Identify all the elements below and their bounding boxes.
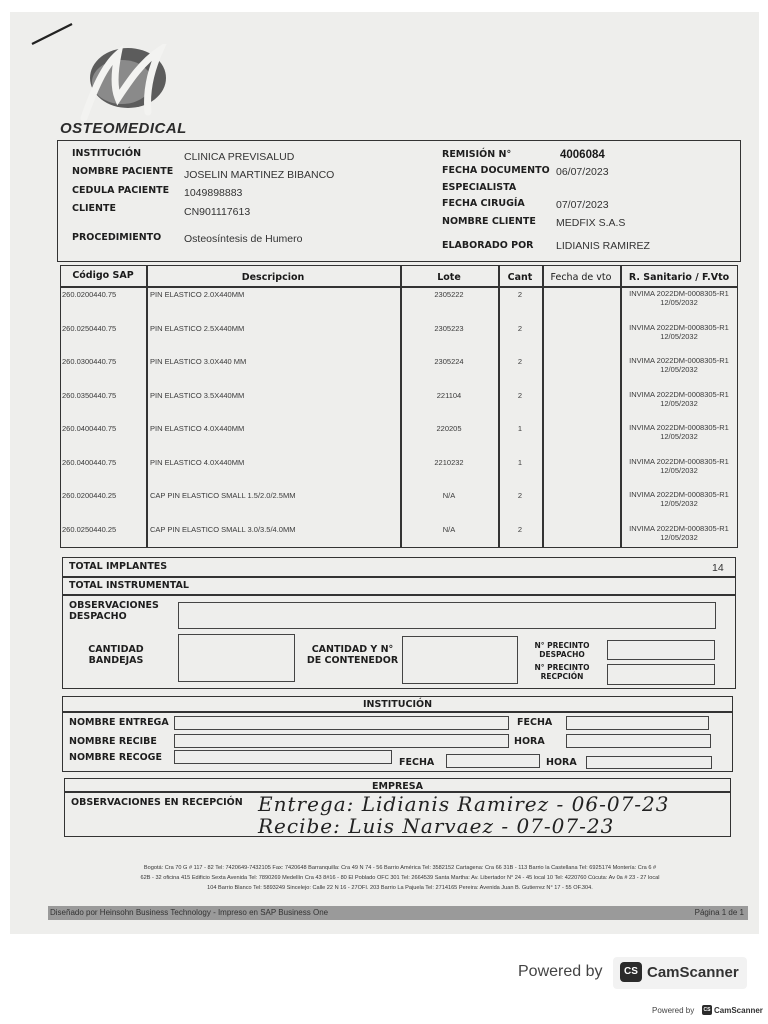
institucion-section-title: INSTITUCIÓN <box>362 699 433 710</box>
cedula-label: CEDULA PACIENTE <box>72 185 170 196</box>
table-cell-lote: 221104 <box>436 390 462 400</box>
total-implantes-label: TOTAL IMPLANTES <box>69 561 168 572</box>
table-cell-lote: 2305223 <box>434 323 464 333</box>
observaciones-despacho-field[interactable] <box>178 602 716 629</box>
footer-address-line: Bogotá: Cra 70 G # 117 - 82 Tel: 7420649-7432105 Fax: 7420648 Barranquilla: Cra 49 N 74 - 56 Barrio América Tel: 3582152 Cartagena: Cra 66 31B - 113 Barrio la Castellana Tel: 6925174 Montería: Cra 6 # <box>143 865 657 871</box>
cedula-value: 1049898883 <box>184 187 243 199</box>
institucion-value: CLINICA PREVISALUD <box>184 151 295 163</box>
col-divider <box>146 265 148 548</box>
cantidad-contenedor-field[interactable] <box>402 636 518 684</box>
col-divider <box>542 265 544 548</box>
table-cell-sap: 260.0400440.75 <box>62 424 117 433</box>
nombre-recoge-label: NOMBRE RECOGE <box>69 752 162 763</box>
table-cell-cant: 1 <box>517 424 523 433</box>
table-cell-registro: INVIMA 2022DM-0008305-R1 <box>629 389 729 399</box>
table-cell-cant: 2 <box>517 323 523 333</box>
table-cell-registro: INVIMA 2022DM-0008305-R1 <box>629 523 729 533</box>
column-header: Cant <box>507 272 533 283</box>
hora-recoge-label: HORA <box>546 757 577 768</box>
table-cell-cant: 1 <box>517 457 523 467</box>
nombre-entrega-label: NOMBRE ENTREGA <box>69 717 169 728</box>
cantidad-bandejas-field[interactable] <box>178 634 295 682</box>
fecha-cirugia-label: FECHA CIRUGÍA <box>442 198 525 209</box>
precinto-despacho-label: N° PRECINTO <box>534 641 590 650</box>
column-header: R. Sanitario / F.Vto <box>628 272 730 283</box>
powered-by-small: Powered by <box>652 1006 695 1015</box>
procedimiento-label: PROCEDIMIENTO <box>72 232 162 243</box>
table-cell-registro: INVIMA 2022DM-0008305-R1 <box>629 356 729 365</box>
table-cell-registro: INVIMA 2022DM-0008305-R1 <box>629 322 729 332</box>
powered-by-text: Powered by <box>518 963 603 980</box>
handwritten-entrega: Entrega: Lidianis Ramirez - 06-07-23 <box>258 792 670 816</box>
nombre-recoge-field[interactable] <box>174 750 392 764</box>
nombre-recibe-field[interactable] <box>174 734 509 748</box>
cliente-value: CN901117613 <box>184 206 251 218</box>
hora-recibe-label: HORA <box>514 736 545 747</box>
table-cell-registro-date: 12/05/2032 <box>660 331 698 341</box>
camscanner-brand: CamScanner <box>647 964 739 981</box>
table-cell-cant: 2 <box>517 357 523 366</box>
footer-address-line: 104 Barrio Blanco Tel: 5893249 Sincelejo: Calle 22 N 16 - 27OFI. 203 Barrio La Pajuela Tel: 2714165 Pereira: Avenida Juan B. Gutierrez N° 17 - 55 OF.304. <box>207 885 593 891</box>
table-cell-cant: 2 <box>517 290 523 299</box>
table-cell-lote: 220205 <box>436 424 462 433</box>
table-cell-sap: 260.0350440.75 <box>62 390 117 400</box>
table-cell-registro-date: 12/05/2032 <box>660 499 698 508</box>
table-cell-desc: PIN ELASTICO 2.5X440MM <box>150 323 245 333</box>
table-cell-sap: 260.0250440.25 <box>62 524 117 534</box>
col-divider <box>498 265 500 548</box>
table-cell-lote: 2305222 <box>434 290 464 299</box>
cantidad-contenedor-label: CANTIDAD Y N° <box>311 644 394 655</box>
obs-despacho-label-2: DESPACHO <box>69 611 127 622</box>
remision-label: REMISIÓN N° <box>442 149 512 160</box>
hora-recoge-field[interactable] <box>586 756 712 769</box>
designed-by-text: Diseñado por Heinsohn Business Technology - Impreso en SAP Business One <box>50 908 329 917</box>
precinto-recepcion-label: N° PRECINTO <box>534 663 590 672</box>
especialista-label: ESPECIALISTA <box>442 182 517 193</box>
table-cell-registro-date: 12/05/2032 <box>660 298 698 307</box>
table-cell-registro-date: 12/05/2032 <box>660 465 698 475</box>
divider <box>62 594 736 596</box>
table-cell-sap: 260.0400440.75 <box>62 457 117 467</box>
observaciones-recepcion-label: OBSERVACIONES EN RECEPCIÓN <box>71 797 243 808</box>
table-header-divider <box>60 286 738 288</box>
camscanner-small-brand: CamScanner <box>714 1006 763 1015</box>
elaborado-value: LIDIANIS RAMIREZ <box>556 240 650 252</box>
table-cell-desc: PIN ELASTICO 3.5X440MM <box>150 390 245 400</box>
divider <box>62 576 736 578</box>
nombre-recibe-label: NOMBRE RECIBE <box>69 736 157 747</box>
fecha-entrega-label: FECHA <box>517 717 553 728</box>
table-cell-registro: INVIMA 2022DM-0008305-R1 <box>629 490 729 499</box>
table-cell-desc: PIN ELASTICO 3.0X440 MM <box>150 357 247 366</box>
table-cell-registro: INVIMA 2022DM-0008305-R1 <box>629 456 729 466</box>
table-cell-registro-date: 12/05/2032 <box>660 365 698 374</box>
nombre-cliente-label: NOMBRE CLIENTE <box>442 216 536 227</box>
cantidad-contenedor-label-2: DE CONTENEDOR <box>306 655 399 666</box>
precinto-despacho-field[interactable] <box>607 640 715 660</box>
nombre-entrega-field[interactable] <box>174 716 509 730</box>
table-cell-registro-date: 12/05/2032 <box>660 532 698 542</box>
paciente-label: NOMBRE PACIENTE <box>72 166 174 177</box>
col-divider <box>400 265 402 548</box>
page-number: Página 1 de 1 <box>694 908 744 917</box>
elaborado-label: ELABORADO POR <box>442 240 534 251</box>
table-cell-registro-date: 12/05/2032 <box>660 432 698 441</box>
column-header: Lote <box>437 272 461 283</box>
total-implantes-value: 14 <box>712 562 724 574</box>
table-cell-lote: N/A <box>442 491 456 500</box>
table-cell-registro-date: 12/05/2032 <box>660 398 698 408</box>
camscanner-logo-icon: CS <box>620 962 642 982</box>
remision-value: 4006084 <box>560 149 605 161</box>
footer-address-line: 62B - 32 oficina 415 Edificio Sexta Avenida Tel: 7890269 Medellín Cra 43 8#16 - 80 El Poblado OFC 301 Tel: 2664539 Santa Martha: Av. Libertador N° 24 - 45 local 10 Tel: 4220760 Cúcuta: Av 0a # 23 - 27 local <box>140 875 660 881</box>
hora-recibe-field[interactable] <box>566 734 711 748</box>
table-cell-sap: 260.0200440.25 <box>62 491 117 500</box>
cliente-label: CLIENTE <box>72 203 116 214</box>
institucion-label: INSTITUCIÓN <box>72 148 142 159</box>
fecha-recoge-field[interactable] <box>446 754 540 768</box>
paciente-value: JOSELIN MARTINEZ BIBANCO <box>184 169 335 181</box>
fecha-documento-value: 06/07/2023 <box>556 166 609 178</box>
column-header: Código SAP <box>72 270 134 281</box>
empresa-section-title: EMPRESA <box>372 781 423 792</box>
table-cell-cant: 2 <box>517 491 523 500</box>
table-cell-desc: PIN ELASTICO 4.0X440MM <box>150 457 245 467</box>
precinto-despacho-label-2: DESPACHO <box>539 650 585 659</box>
handwritten-recibe: Recibe: Luis Narvaez - 07-07-23 <box>258 814 615 838</box>
system-footer-strip <box>48 906 748 920</box>
brand-name: OSTEOMEDICAL <box>60 120 187 137</box>
fecha-recoge-label: FECHA <box>399 757 435 768</box>
fecha-entrega-field[interactable] <box>566 716 709 730</box>
table-cell-desc: PIN ELASTICO 2.0X440MM <box>150 290 245 299</box>
nombre-cliente-value: MEDFIX S.A.S <box>556 217 626 229</box>
precinto-recepcion-label-2: RECPCIÓN <box>540 672 584 681</box>
obs-despacho-label: OBSERVACIONES <box>69 600 159 611</box>
table-cell-desc: CAP PIN ELASTICO SMALL 1.5/2.0/2.5MM <box>150 491 296 500</box>
cantidad-bandejas-label-2: BANDEJAS <box>88 655 144 666</box>
table-cell-desc: CAP PIN ELASTICO SMALL 3.0/3.5/4.0MM <box>150 524 296 534</box>
divider <box>62 711 733 713</box>
precinto-recepcion-field[interactable] <box>607 664 715 685</box>
column-header: Fecha de vto <box>550 272 612 283</box>
table-cell-cant: 2 <box>517 390 523 400</box>
table-cell-registro: INVIMA 2022DM-0008305-R1 <box>629 289 729 298</box>
camscanner-small-icon: CS <box>703 1007 711 1013</box>
procedimiento-value: Osteosíntesis de Humero <box>184 233 303 245</box>
table-cell-sap: 260.0250440.75 <box>62 323 117 333</box>
column-header: Descripcion <box>241 272 305 283</box>
table-cell-cant: 2 <box>517 524 523 534</box>
table-cell-lote: N/A <box>442 524 456 534</box>
osteomedical-logo <box>70 44 180 124</box>
table-cell-lote: 2210232 <box>434 457 464 467</box>
camscanner-badge <box>613 957 747 989</box>
table-cell-desc: PIN ELASTICO 4.0X440MM <box>150 424 245 433</box>
fecha-cirugia-value: 07/07/2023 <box>556 199 609 211</box>
cantidad-bandejas-label: CANTIDAD <box>88 644 144 655</box>
table-cell-lote: 2305224 <box>434 357 464 366</box>
table-cell-sap: 260.0200440.75 <box>62 290 117 299</box>
total-instrumental-label: TOTAL INSTRUMENTAL <box>69 580 189 591</box>
table-cell-registro: INVIMA 2022DM-0008305-R1 <box>629 423 729 432</box>
fecha-documento-label: FECHA DOCUMENTO <box>442 165 550 176</box>
table-cell-sap: 260.0300440.75 <box>62 357 117 366</box>
